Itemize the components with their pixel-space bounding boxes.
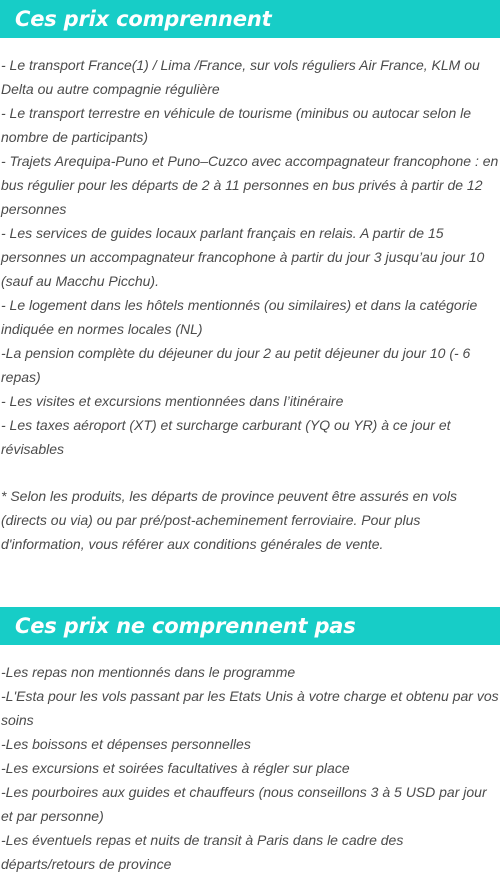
list-item: - Le transport France(1) / Lima /France, sur vols réguliers Air France, KLM ou Delta ou autre compagnie régulière [1,57,480,97]
included-footnote: * Selon les produits, les départs de province peuvent être assurés en vols (directs ou via) ou par pré/post-acheminement ferroviaire. Pour plus d'information, vous référer aux conditions générales de vente. [1,488,458,552]
list-item: - Les services de guides locaux parlant français en relais. A partir de 15 personnes un accompagnateur francophone à partir du jour 3 jusqu’au jour 10 (sauf au Macchu Picchu). [1,225,485,289]
included-heading: Ces prix comprennent [0,0,500,38]
list-item: -Les éventuels repas et nuits de transit à Paris dans le cadre des départs/retours de province [1,832,404,872]
list-item: - Trajets Arequipa-Puno et Puno–Cuzco avec accompagnateur francophone : en bus régulier pour les départs de 2 à 11 personnes en bus privés à partir de 12 personnes [1,153,499,217]
list-item: -Les excursions et soirées facultatives à régler sur place [1,760,350,776]
excluded-heading: Ces prix ne comprennent pas [0,607,500,645]
list-item: - Le logement dans les hôtels mentionnés (ou similaires) et dans la catégorie indiquée en normes locales (NL) [1,297,478,337]
list-item: - Le transport terrestre en véhicule de tourisme (minibus ou autocar selon le nombre de participants) [1,105,472,145]
excluded-list [1,660,500,876]
list-item: -Les boissons et dépenses personnelles [1,736,251,752]
list-item: -La pension complète du déjeuner du jour 2 au petit déjeuner du jour 10 (- 6 repas) [1,345,471,385]
list-item: - Les visites et excursions mentionnées dans l’itinéraire [1,393,344,409]
list-item: -L'Esta pour les vols passant par les Etats Unis à votre charge et obtenu par vos soins [1,688,499,728]
list-item: - Les taxes aéroport (XT) et surcharge carburant (YQ ou YR) à ce jour et révisables [1,417,451,457]
included-list [1,53,500,461]
list-item: -Les pourboires aux guides et chauffeurs (nous conseillons 3 à 5 USD par jour et par personne) [1,784,487,824]
list-item: -Les repas non mentionnés dans le programme [1,664,296,680]
